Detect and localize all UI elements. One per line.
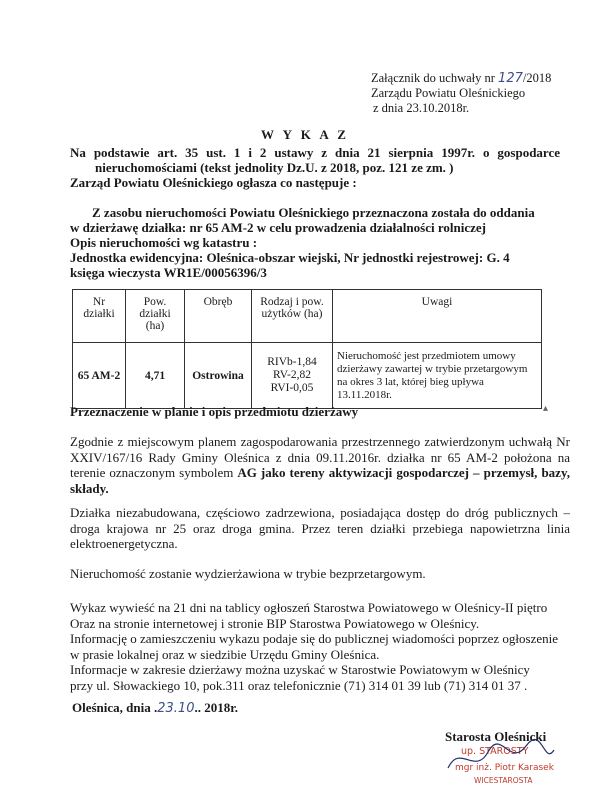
place-label: Oleśnica, dnia . [72,700,158,715]
document-title: W Y K A Z [261,127,349,142]
desc-line: Jednostka ewidencyjna: Oleśnica-obszar wiejski, Nr jednostki rejestrowej: G. 4 [70,250,510,265]
publication-line: w prasie lokalnej oraz w siedzibie Urzędu Gminy Oleśnica. [70,646,380,662]
publication-line: Informację o zamieszczeniu wykazu podaje się do publicznej wiadomości poprzez ogłoszenie [70,631,559,646]
attachment-number: 127 [498,71,523,86]
col-precinct: Obręb [185,290,252,343]
zoning-text: Zgodnie z miejscowym planem zagospodarowania przestrzennego zatwierdzonym uchwałą Nr XXIV/167/16 Rady Gminy Oleśnica z dnia 09.11.2016r. działka nr 65 AM-2 położona na terenie oznaczonym symbolem [70,434,570,480]
publication-paragraph [70,600,570,693]
desc-line: w dzierżawę działka: nr 65 AM-2 w celu prowadzenia działalności rolniczej [70,220,486,235]
handwritten-date: 23.10 [157,701,195,716]
zoning-symbol: AG jako tereny aktywizacji gospodarczej – przemysł, bazy, składy. [70,465,570,496]
publication-line: Informacje w zakresie dzierżawy można uzyskać w Starostwie Powiatowym w Oleśnicy [70,662,530,677]
cell-uses [252,343,333,409]
signature-scribble [440,738,560,778]
stamp-line: WICESTAROSTA [474,776,533,785]
stamp-line: up. STAROSTY [461,746,529,757]
attachment-board: Zarządu Powiatu Oleśnickiego [371,86,526,100]
table-row [73,343,542,409]
publication-line: Wykaz wywieść na 21 dni na tablicy ogłoszeń Starostwa Powiatowego w Oleśnicy-II piętro [70,600,548,615]
legal-line: nieruchomościami (tekst jednolity Dz.U. z 2018, poz. 121 ze zm. ) [95,160,454,175]
cell-remarks: Nieruchomość jest przedmiotem umowy dzierżawy zawartej w trybie przetargowym na okres 3 lat, której bieg upływa 13.11.2018r. [333,343,542,409]
publication-line: Oraz na stronie internetowej i stronie BIP Starostwa Powiatowego w Oleśnicy. [70,615,480,631]
publication-line: przy ul. Słowackiego 10, pok.311 oraz telefonicznie (71) 314 01 39 lub (71) 314 01 37 . [70,677,528,693]
attachment-date: z dnia 23.10.2018r. [373,101,470,115]
col-uses: Rodzaj i pow. użytków (ha) [252,290,333,343]
desc-line: Opis nieruchomości wg katastru : [70,235,258,250]
place-date [72,700,238,716]
section-heading: Przeznaczenie w planie i opis przedmiotu dzierżawy [70,404,359,419]
property-description [70,205,560,280]
attachment-suffix: /2018 [522,71,552,85]
parcel-paragraph: Działka niezabudowana, częściowo zadrzewiona, posiadająca dostęp do dróg publicznych – droga krajowa nr 25 oraz droga gmina. Przez teren działki przebiega napowietrzna linia elektroenergetyczna. [70,505,570,551]
attachment-prefix: Załącznik do uchwały nr [371,71,499,85]
table-header-row [73,290,542,343]
legal-basis [70,145,560,190]
lease-mode-paragraph: Nieruchomość zostanie wydzierżawiona w trybie bezprzetargowym. [70,566,426,581]
desc-line: księga wieczysta WR1E/00056396/3 [70,265,267,280]
signatory-title: Starosta Oleśnicki [445,729,547,744]
cell-precinct: Ostrowina [185,343,252,409]
legal-line: Zarząd Powiatu Oleśnickiego ogłasza co następuje : [70,175,357,190]
desc-line: Z zasobu nieruchomości Powiatu Oleśnickiego przeznaczona została do oddania [92,205,535,220]
parcel-table [72,289,542,409]
use-item: RVI-0,05 [270,382,314,394]
use-item: RV-2,82 [273,369,311,381]
cell-nr: 65 AM-2 [73,343,126,409]
use-item: RIVb-1,84 [267,356,317,368]
attachment-header [371,71,551,116]
col-nr: Nr działki [73,290,126,343]
zoning-paragraph [70,434,570,496]
col-remarks: Uwagi [333,290,542,343]
stamp-line: mgr inż. Piotr Karasek [455,763,554,773]
legal-line: Na podstawie art. 35 ust. 1 i 2 ustawy z dnia 21 sierpnia 1997r. o gospodarce [70,145,560,160]
year-label: .. 2018r. [194,700,239,715]
scan-mark: ▴ [543,403,549,414]
col-area: Pow. działki (ha) [126,290,185,343]
cell-area: 4,71 [126,343,185,409]
